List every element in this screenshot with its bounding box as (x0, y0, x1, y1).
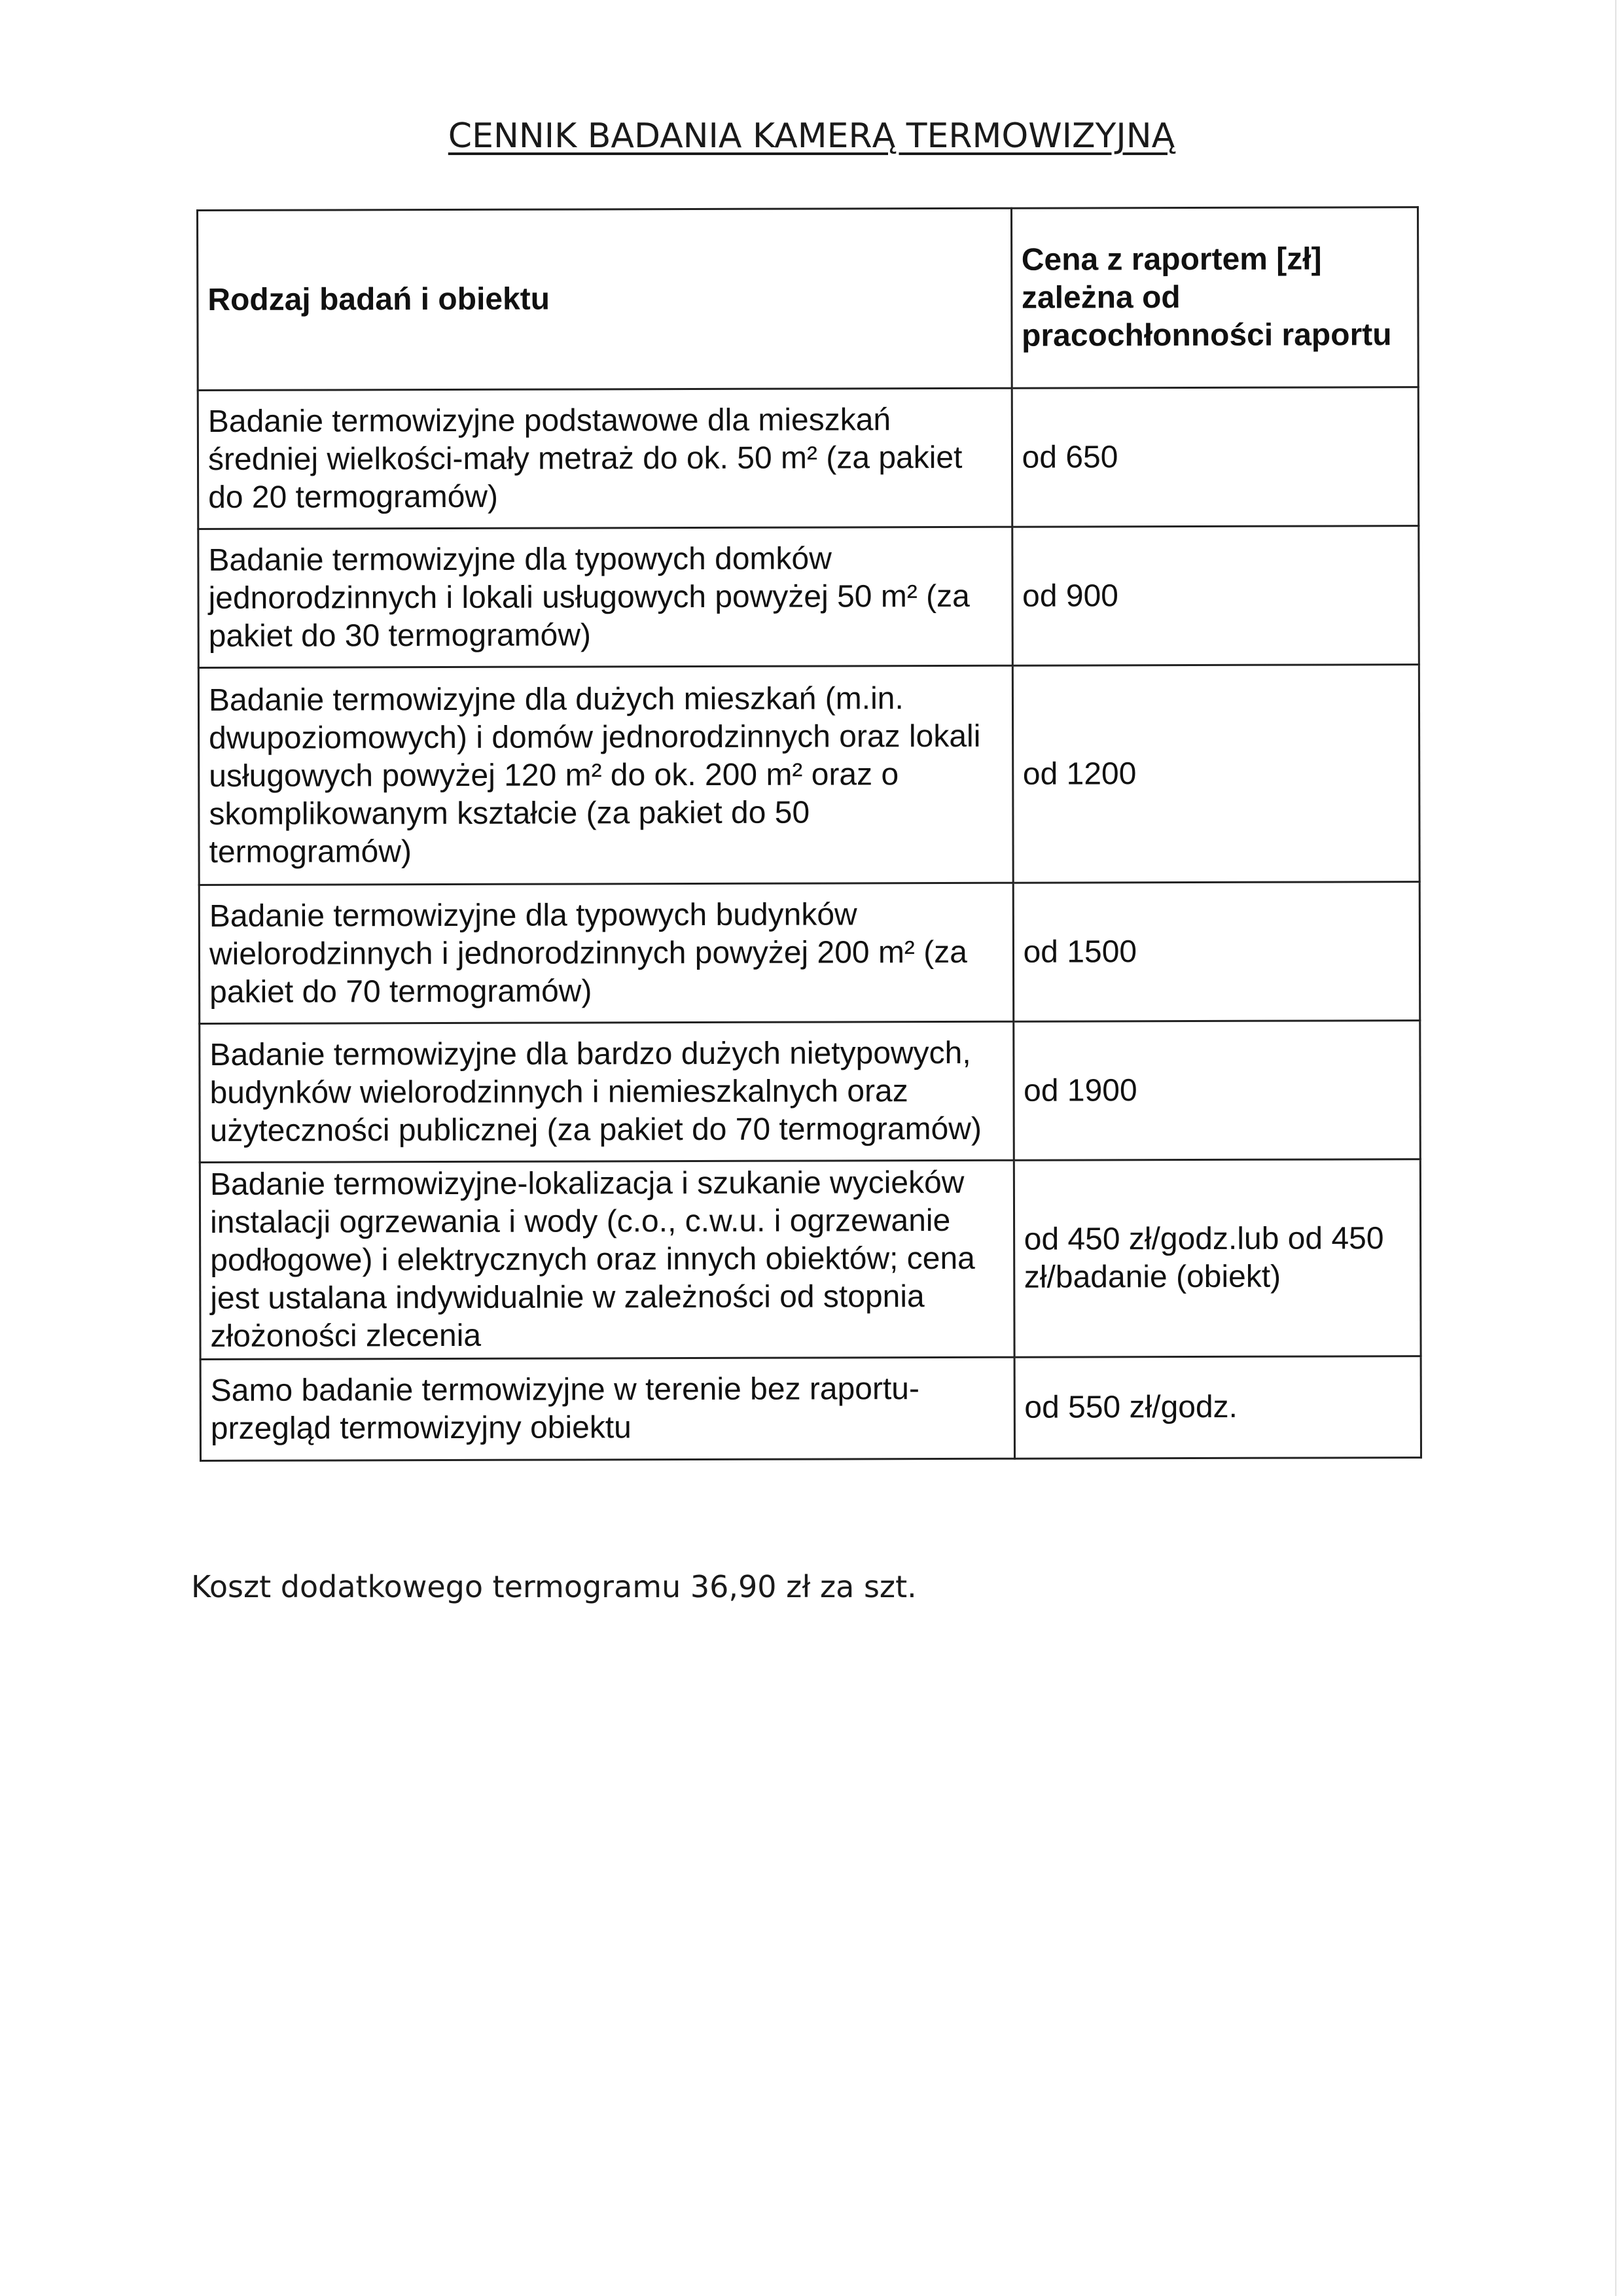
table-row (200, 1021, 1421, 1163)
table-row (198, 387, 1419, 529)
row-price: od 1900 (1013, 1021, 1420, 1161)
row-price: od 450 zł/godz.lub od 450 zł/badanie (obiekt) (1014, 1159, 1421, 1358)
table-row (199, 882, 1420, 1024)
row-price: od 650 (1012, 387, 1419, 527)
header-type: Rodzaj badań i obiektu (198, 208, 1012, 390)
table-row (198, 526, 1419, 668)
table-row (200, 1159, 1421, 1360)
extra-thermogram-note: Koszt dodatkowego termogramu 36,90 zł za szt. (191, 1569, 917, 1604)
row-description: Badanie termowizyjne dla typowych budynków wielorodzinnych i jednorodzinnych powyżej 200 m² (za pakiet do 70 termogramów) (199, 883, 1013, 1023)
row-description: Badanie termowizyjne dla typowych domków jednorodzinnych i lokali usługowych powyżej 50 m² (za pakiet do 30 termogramów) (198, 527, 1012, 667)
price-table (196, 206, 1422, 1462)
table-row (200, 1356, 1421, 1461)
row-description: Badanie termowizyjne podstawowe dla mieszkań średniej wielkości-mały metraż do ok. 50 m² (za pakiet do 20 termogramów) (198, 388, 1012, 529)
page-title: CENNIK BADANIA KAMERĄ TERMOWIZYJNĄ (448, 116, 1175, 156)
row-price: od 1500 (1013, 882, 1420, 1022)
row-description: Samo badanie termowizyjne w terenie bez raportu- przegląd termowizyjny obiektu (200, 1357, 1014, 1460)
row-price: od 1200 (1012, 665, 1419, 883)
row-description: Badanie termowizyjne dla dużych mieszkań (m.in. dwupoziomowych) i domów jednorodzinnych oraz lokali usługowych powyżej 120 m² do ok. 200 m² oraz o skomplikowanym kształcie (za pakiet do 50 termogramów) (198, 665, 1012, 885)
row-description: Badanie termowizyjne dla bardzo dużych nietypowych, budynków wielorodzinnych i niemieszkalnych oraz użyteczności publicznej (za pakiet do 70 termogramów) (200, 1021, 1014, 1162)
scan-edge (1615, 0, 1616, 2296)
row-description: Badanie termowizyjne-lokalizacja i szukanie wycieków instalacji ogrzewania i wody (c.o., c.w.u. i ogrzewanie podłogowe) i elektrycznych oraz innych obiektów; cena jest ustalana indywidualnie w zależności od stopnia złożoności zlecenia (200, 1160, 1014, 1359)
row-price: od 550 zł/godz. (1014, 1356, 1421, 1459)
table-header-row (198, 207, 1419, 391)
row-price: od 900 (1012, 526, 1419, 666)
header-price: Cena z raportem [zł] zależna od pracochłonności raportu (1011, 207, 1418, 389)
table-row (198, 665, 1419, 885)
